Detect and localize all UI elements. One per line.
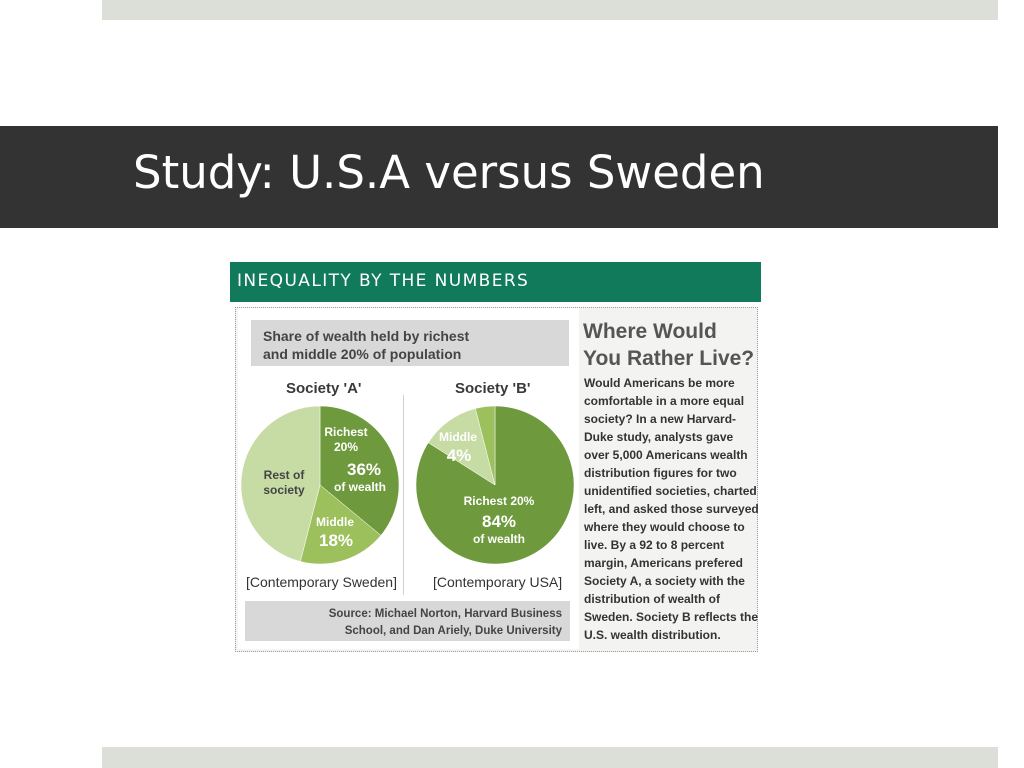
society-a-title: Society 'A' [286,380,362,397]
side-body-text: Would Americans be more comfortable in a more equal society? In a new Harvard-Duke study, analysts gave over 5,000 Americans wealth distribution figures for two unidentified societies, charted left, and asked those surveyed where they would choose to live. By a 92 to 8 percent margin, Americans prefered Society A, a society with the distribution of wealth of Sweden. Society B reflects the U.S. wealth distribution. [584,376,759,642]
share-caption-line1: Share of wealth held by richest [263,328,470,344]
bottom-decor-bar [102,747,998,768]
pie-a-middle-label: Middle [316,515,354,529]
society-b-caption: [Contemporary USA] [433,574,563,590]
side-title-line1: Where Would [583,320,717,343]
pie-b-middle-value: 4% [446,446,472,465]
pie-a-rest-label-2: society [263,483,305,497]
infographic-header-text: INEQUALITY BY THE NUMBERS [237,271,530,291]
pie-a-rest-label-1: Rest of [263,468,305,482]
pie-a-richest-label-1: Richest [324,425,368,439]
slide-title: Study: U.S.A versus Sweden [133,146,765,199]
pie-b-middle-label: Middle [439,430,477,444]
society-b-title: Society 'B' [455,380,531,397]
source-box [245,601,570,641]
pie-b-richest-label: Richest 20% [463,494,535,508]
pie-a-middle-value: 18% [318,531,354,550]
side-title [583,318,763,372]
pie-a-richest-label-2: 20% [333,440,359,454]
pie-a-richest-value: 36% [346,460,382,479]
source-line2: School, and Dan Ariely, Duke University [344,625,562,637]
pie-b-richest-sub: of wealth [472,532,526,546]
source-line1: Source: Michael Norton, Harvard Business [328,608,562,620]
society-a-caption: [Contemporary Sweden] [246,574,397,590]
side-title-line2: You Rather Live? [583,347,755,370]
pie-a-richest-label-4: of wealth [333,480,387,494]
share-caption-line2: and middle 20% of population [263,346,462,362]
pie-b-richest-value: 84% [481,512,517,531]
